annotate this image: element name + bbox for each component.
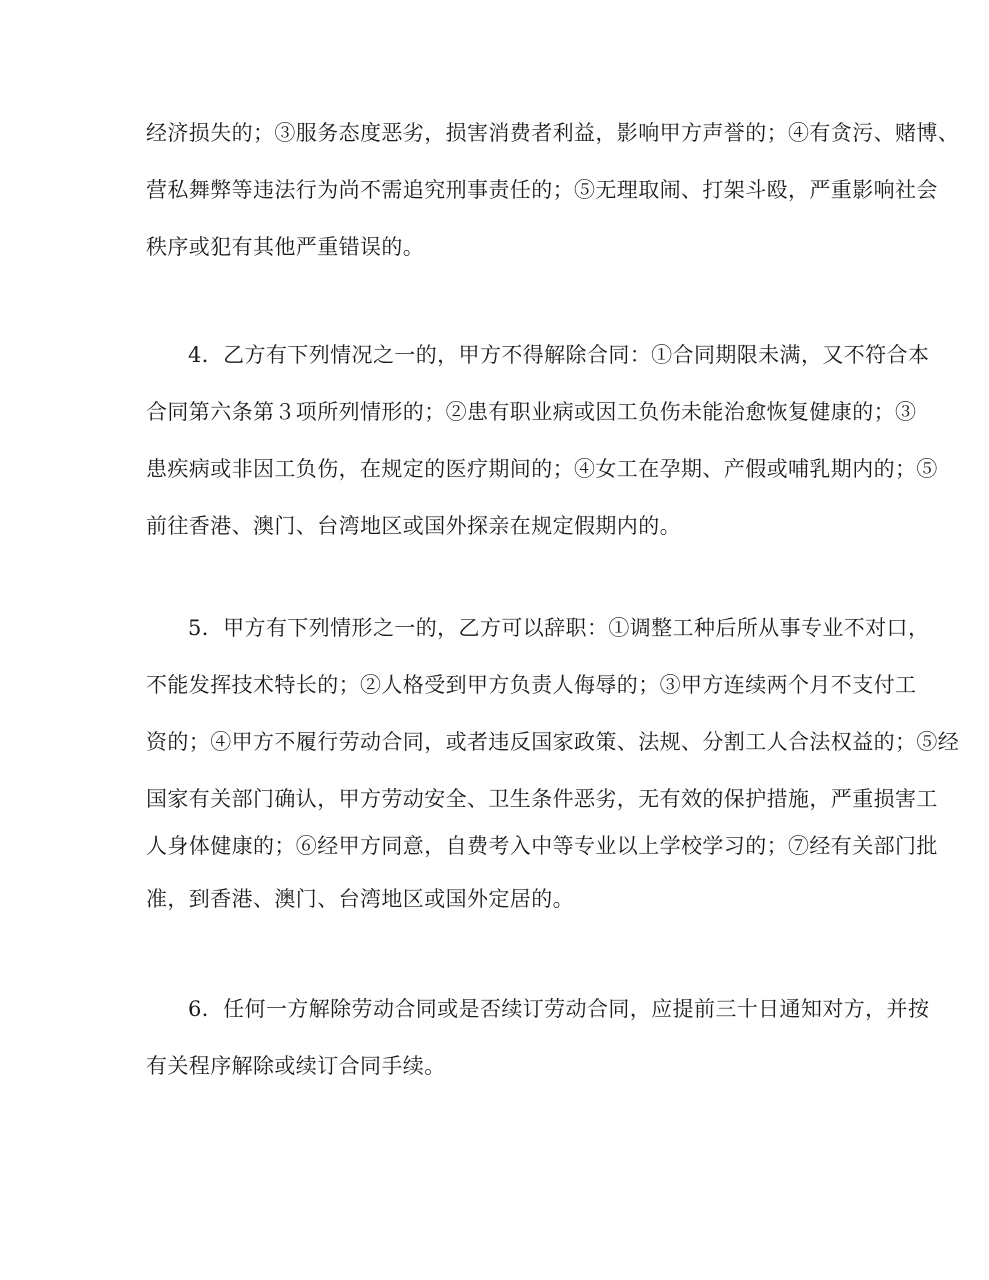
- paragraph-line: 前往香港、澳门、台湾地区或国外探亲在规定假期内的。: [146, 514, 681, 538]
- paragraph-line: 准，到香港、澳门、台湾地区或国外定居的。: [146, 887, 574, 911]
- paragraph-line: 国家有关部门确认，甲方劳动安全、卫生条件恶劣，无有效的保护措施，严重损害工: [146, 787, 938, 811]
- paragraph-line: 6．任何一方解除劳动合同或是否续订劳动合同，应提前三十日通知对方，并按: [188, 997, 930, 1021]
- paragraph-line: 人身体健康的；⑥经甲方同意，自费考入中等专业以上学校学习的；⑦经有关部门批: [146, 834, 938, 858]
- paragraph-line: 患疾病或非因工负伤，在规定的医疗期间的；④女工在孕期、产假或哺乳期内的；⑤: [146, 457, 938, 481]
- paragraph-line: 不能发挥技术特长的；②人格受到甲方负责人侮辱的；③甲方连续两个月不支付工: [146, 673, 917, 697]
- paragraph-line: 4．乙方有下列情况之一的，甲方不得解除合同：①合同期限未满，又不符合本: [188, 343, 930, 367]
- paragraph-line: 秩序或犯有其他严重错误的。: [146, 235, 425, 259]
- paragraph-line: 5．甲方有下列情形之一的，乙方可以辞职：①调整工种后所从事专业不对口，: [188, 616, 930, 640]
- paragraph-line: 营私舞弊等违法行为尚不需追究刑事责任的；⑤无理取闹、打架斗殴，严重影响社会: [146, 178, 938, 202]
- paragraph-line: 合同第六条第３项所列情形的；②患有职业病或因工负伤未能治愈恢复健康的；③: [146, 400, 917, 424]
- paragraph-line: 资的；④甲方不履行劳动合同，或者违反国家政策、法规、分割工人合法权益的；⑤经: [146, 730, 960, 754]
- paragraph-line: 有关程序解除或续订合同手续。: [146, 1054, 446, 1078]
- paragraph-line: 经济损失的；③服务态度恶劣，损害消费者利益，影响甲方声誉的；④有贪污、赌博、: [146, 121, 960, 145]
